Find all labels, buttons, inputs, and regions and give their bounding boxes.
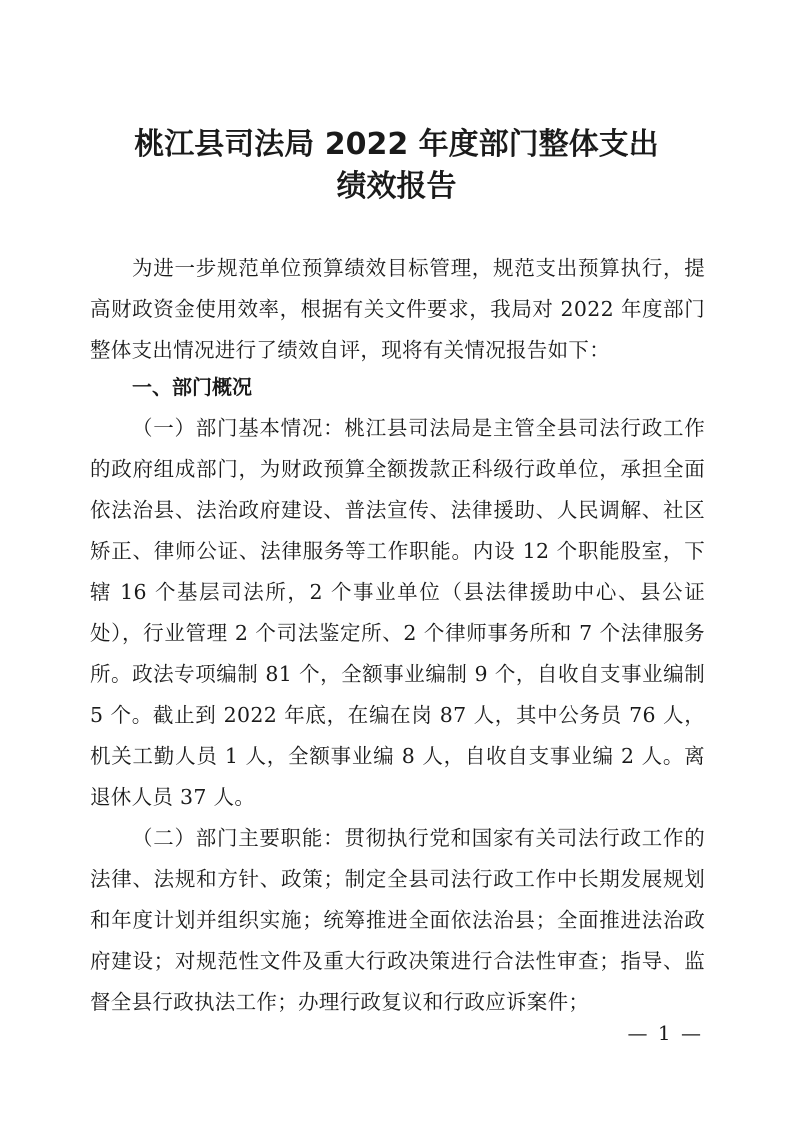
intro-paragraph: 为进一步规范单位预算绩效目标管理，规范支出预算执行，提高财政资金使用效率，根据有关文件要求，我局对 2022 年度部门整体支出情况进行了绩效自评，现将有关情况报告如下： xyxy=(90,256,705,362)
page-number: — 1 — xyxy=(627,1021,703,1045)
main-functions-paragraph: （二）部门主要职能：贯彻执行党和国家有关司法行政工作的法律、法规和方针、政策；制定全县司法行政工作中长期发展规划和年度计划并组织实施；统筹推进全面依法治县；全面推进法治政府建设；对规范性文件及重大行政决策进行合法性审查；指导、监督全县行政执法工作；办理行政复议和行政应诉案件； xyxy=(90,826,705,1014)
document-title-line2: 绩效报告 xyxy=(336,169,457,204)
basic-info-paragraph: （一）部门基本情况：桃江县司法局是主管全县司法行政工作的政府组成部门，为财政预算全额拨款正科级行政单位，承担全面依法治县、法治政府建设、普法宣传、法律援助、人民调解、社区矫正、律师公证、法律服务等工作职能。内设 12 个职能股室，下辖 16 个基层司法所，2 个事业单位（县法律援助中心、县公证处），行业管理 2 个司法鉴定所、2 个律师事务所和 7 个法律服务所。政法专项编制 81 个，全额事业编制 9 个，自收自支事业编制 5 个。截止到 2022 年底，在编在岗 87 人，其中公务员 76 人，机关工勤人员 1 人，全额事业编 8 人，自收自支事业编 2 人。离退休人员 37 人。 xyxy=(90,416,705,809)
section-heading-overview: 一、部门概况 xyxy=(132,375,252,399)
document-title-line1: 桃江县司法局 2022 年度部门整体支出 xyxy=(134,127,659,162)
